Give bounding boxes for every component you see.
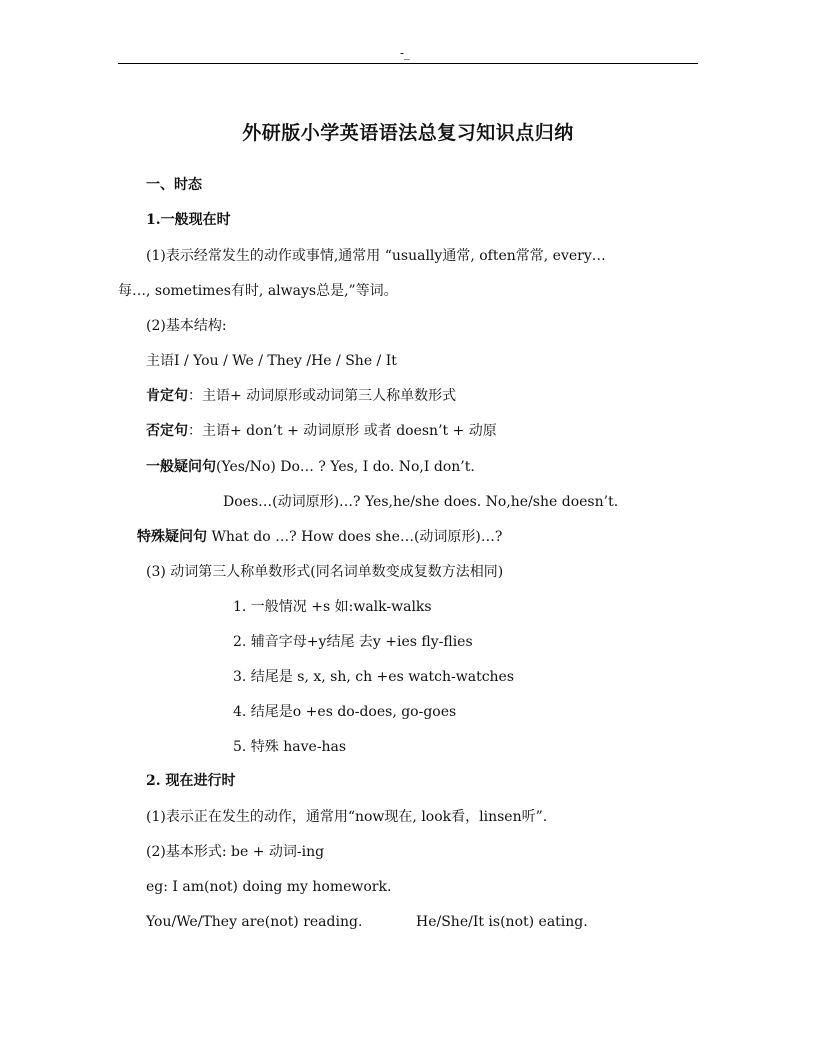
- negative-label: 否定句: [146, 423, 188, 439]
- paragraph-line: (3) 动词第三人称单数形式(同名词单数变成复数方法相同): [146, 564, 504, 580]
- affirmative-text: ：主语+ 动词原形或动词第三人称单数形式: [188, 388, 457, 404]
- negative-line: [146, 422, 497, 440]
- header-rule: [118, 63, 698, 64]
- subheading-simple-present: 1.一般现在时: [146, 212, 231, 228]
- general-question-line: [146, 458, 475, 476]
- affirmative-label: 肯定句: [146, 388, 188, 404]
- affirmative-line: [146, 387, 456, 405]
- paragraph-line: (1)表示正在发生的动作，通常用“now现在, look看，linsen听”.: [146, 809, 548, 825]
- paragraph-line: You/We/They are(not) reading.: [146, 914, 363, 930]
- special-question-label: 特殊疑问句: [137, 529, 207, 545]
- negative-text: ：主语+ don’t + 动词原形 或者 doesn’t + 动原: [188, 423, 497, 439]
- special-question-text: What do …? How does she…(动词原形)…?: [207, 529, 503, 545]
- page-title: 外研版小学英语语法总复习知识点归纳: [242, 122, 574, 144]
- subheading-present-continuous: 2. 现在进行时: [146, 773, 236, 789]
- general-question-text: (Yes/No) Do… ? Yes, I do. No,I don’t.: [216, 459, 475, 475]
- paragraph-line: (1)表示经常发生的动作或事情,通常用 “usually通常, often常常, every…: [146, 248, 606, 264]
- list-item: 3. 结尾是 s, x, sh, ch +es watch-watches: [233, 669, 515, 685]
- special-question-line: [137, 528, 502, 546]
- paragraph-line: Does…(动词原形)…? Yes,he/she does. No,he/she doesn’t.: [223, 494, 619, 510]
- general-question-label: 一般疑问句: [146, 459, 216, 475]
- paragraph-line: He/She/It is(not) eating.: [416, 914, 588, 930]
- paragraph-line: (2)基本结构:: [146, 318, 227, 334]
- section-heading-tense: 一、时态: [146, 177, 202, 193]
- list-item: 1. 一般情况 +s 如:walk-walks: [233, 599, 432, 615]
- list-item: 2. 辅音字母+y结尾 去y +ies fly-flies: [233, 634, 473, 650]
- list-item: 5. 特殊 have-has: [233, 739, 347, 755]
- paragraph-line: 每…, sometimes有时, always总是,”等词。: [118, 283, 398, 299]
- paragraph-line: eg: I am(not) doing my homework.: [146, 879, 392, 895]
- paragraph-line: 主语I / You / We / They /He / She / It: [146, 353, 397, 369]
- list-item: 4. 结尾是o +es do-does, go-goes: [233, 704, 457, 720]
- header-mark: -_: [400, 46, 411, 60]
- paragraph-line: (2)基本形式: be + 动词-ing: [146, 844, 325, 860]
